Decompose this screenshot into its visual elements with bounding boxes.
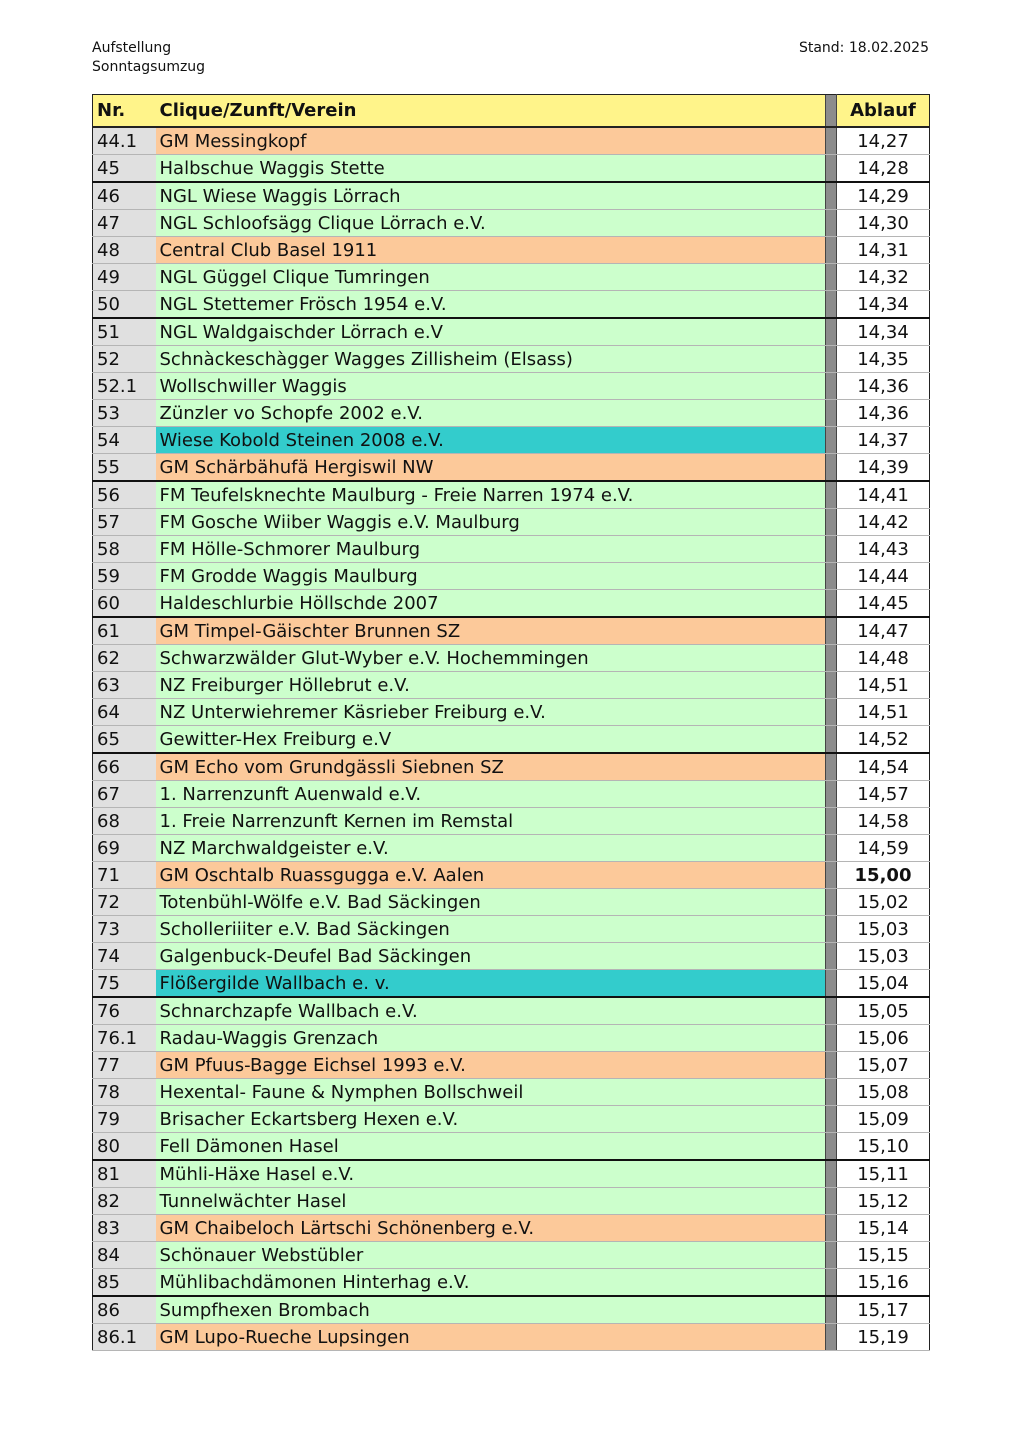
- cell-name: GM Messingkopf: [156, 127, 826, 155]
- cell-divider: [826, 1025, 837, 1052]
- cell-name: NGL Güggel Clique Tumringen: [156, 264, 826, 291]
- table-row: [93, 454, 930, 482]
- cell-nr: 62: [93, 645, 156, 672]
- table-row: [93, 889, 930, 916]
- cell-nr: 86: [93, 1296, 156, 1324]
- cell-name: Wiese Kobold Steinen 2008 e.V.: [156, 427, 826, 454]
- cell-divider: [826, 1324, 837, 1351]
- table-row: [93, 318, 930, 346]
- header-line-1: Aufstellung: [92, 40, 172, 56]
- table-row: [93, 1133, 930, 1161]
- cell-ablauf: 14,34: [837, 291, 930, 319]
- cell-ablauf: 14,47: [837, 617, 930, 645]
- cell-divider: [826, 509, 837, 536]
- cell-name: NGL Stettemer Frösch 1954 e.V.: [156, 291, 826, 319]
- table-row: [93, 1025, 930, 1052]
- cell-nr: 51: [93, 318, 156, 346]
- cell-ablauf: 15,07: [837, 1052, 930, 1079]
- cell-ablauf: 15,03: [837, 916, 930, 943]
- schedule-table: [92, 94, 930, 1351]
- cell-nr: 68: [93, 808, 156, 835]
- table-row: [93, 835, 930, 862]
- cell-nr: 61: [93, 617, 156, 645]
- cell-divider: [826, 753, 837, 781]
- cell-name: GM Lupo-Rueche Lupsingen: [156, 1324, 826, 1351]
- table-row: [93, 373, 930, 400]
- cell-name: Flößergilde Wallbach e. v.: [156, 970, 826, 998]
- cell-ablauf: 15,15: [837, 1242, 930, 1269]
- header-divider: [826, 95, 837, 128]
- cell-nr: 48: [93, 237, 156, 264]
- cell-name: Scholleriiiter e.V. Bad Säckingen: [156, 916, 826, 943]
- cell-name: NGL Waldgaischder Lörrach e.V: [156, 318, 826, 346]
- cell-divider: [826, 590, 837, 618]
- table-row: [93, 916, 930, 943]
- table-row: [93, 127, 930, 155]
- cell-ablauf: 14,32: [837, 264, 930, 291]
- cell-name: GM Echo vom Grundgässli Siebnen SZ: [156, 753, 826, 781]
- cell-nr: 66: [93, 753, 156, 781]
- cell-ablauf: 15,06: [837, 1025, 930, 1052]
- cell-ablauf: 14,51: [837, 699, 930, 726]
- cell-ablauf: 14,58: [837, 808, 930, 835]
- table-body: [93, 127, 930, 1351]
- cell-name: Mühli-Häxe Hasel e.V.: [156, 1160, 826, 1188]
- cell-divider: [826, 536, 837, 563]
- cell-name: Schwarzwälder Glut-Wyber e.V. Hochemmingen: [156, 645, 826, 672]
- header-name: Clique/Zunft/Verein: [156, 95, 826, 128]
- cell-ablauf: 15,03: [837, 943, 930, 970]
- cell-ablauf: 14,44: [837, 563, 930, 590]
- cell-name: Schönauer Webstübler: [156, 1242, 826, 1269]
- header-ablauf: Ablauf: [837, 95, 930, 128]
- table-row: [93, 264, 930, 291]
- cell-nr: 79: [93, 1106, 156, 1133]
- table-row: [93, 1242, 930, 1269]
- cell-divider: [826, 400, 837, 427]
- cell-name: Fell Dämonen Hasel: [156, 1133, 826, 1161]
- cell-ablauf: 15,12: [837, 1188, 930, 1215]
- cell-nr: 63: [93, 672, 156, 699]
- cell-divider: [826, 835, 837, 862]
- cell-ablauf: 14,31: [837, 237, 930, 264]
- cell-divider: [826, 1133, 837, 1161]
- cell-ablauf: 14,54: [837, 753, 930, 781]
- cell-name: Tunnelwächter Hasel: [156, 1188, 826, 1215]
- cell-nr: 55: [93, 454, 156, 482]
- cell-name: Galgenbuck-Deufel Bad Säckingen: [156, 943, 826, 970]
- cell-name: Brisacher Eckartsberg Hexen e.V.: [156, 1106, 826, 1133]
- cell-divider: [826, 155, 837, 183]
- cell-name: Zünzler vo Schopfe 2002 e.V.: [156, 400, 826, 427]
- cell-nr: 82: [93, 1188, 156, 1215]
- cell-ablauf: 15,05: [837, 997, 930, 1025]
- cell-ablauf: 14,43: [837, 536, 930, 563]
- table-row: [93, 1296, 930, 1324]
- table-row: [93, 427, 930, 454]
- cell-divider: [826, 997, 837, 1025]
- cell-nr: 64: [93, 699, 156, 726]
- cell-divider: [826, 943, 837, 970]
- table-row: [93, 726, 930, 754]
- cell-name: GM Schärbähufä Hergiswil NW: [156, 454, 826, 482]
- cell-name: Radau-Waggis Grenzach: [156, 1025, 826, 1052]
- cell-nr: 76.1: [93, 1025, 156, 1052]
- cell-nr: 67: [93, 781, 156, 808]
- cell-ablauf: 15,04: [837, 970, 930, 998]
- table-row: [93, 210, 930, 237]
- cell-name: 1. Freie Narrenzunft Kernen im Remstal: [156, 808, 826, 835]
- cell-ablauf: 14,28: [837, 155, 930, 183]
- cell-name: NGL Wiese Waggis Lörrach: [156, 182, 826, 210]
- cell-ablauf: 14,42: [837, 509, 930, 536]
- cell-nr: 59: [93, 563, 156, 590]
- cell-divider: [826, 291, 837, 319]
- cell-nr: 76: [93, 997, 156, 1025]
- cell-nr: 84: [93, 1242, 156, 1269]
- cell-divider: [826, 373, 837, 400]
- cell-name: FM Grodde Waggis Maulburg: [156, 563, 826, 590]
- table-row: [93, 753, 930, 781]
- cell-ablauf: 14,30: [837, 210, 930, 237]
- cell-nr: 44.1: [93, 127, 156, 155]
- table-row: [93, 509, 930, 536]
- table-row: [93, 155, 930, 183]
- cell-ablauf: 14,36: [837, 400, 930, 427]
- cell-nr: 85: [93, 1269, 156, 1297]
- cell-name: Hexental- Faune & Nymphen Bollschweil: [156, 1079, 826, 1106]
- cell-ablauf: 14,27: [837, 127, 930, 155]
- table-header-row: [93, 95, 930, 128]
- cell-divider: [826, 1052, 837, 1079]
- cell-divider: [826, 346, 837, 373]
- cell-ablauf: 14,52: [837, 726, 930, 754]
- cell-nr: 60: [93, 590, 156, 618]
- cell-nr: 53: [93, 400, 156, 427]
- cell-divider: [826, 127, 837, 155]
- cell-divider: [826, 617, 837, 645]
- table-row: [93, 997, 930, 1025]
- cell-nr: 46: [93, 182, 156, 210]
- cell-divider: [826, 1215, 837, 1242]
- table-row: [93, 182, 930, 210]
- cell-nr: 75: [93, 970, 156, 998]
- cell-name: Halbschue Waggis Stette: [156, 155, 826, 183]
- cell-ablauf: 15,19: [837, 1324, 930, 1351]
- cell-divider: [826, 1188, 837, 1215]
- cell-ablauf: 15,16: [837, 1269, 930, 1297]
- cell-divider: [826, 1160, 837, 1188]
- cell-nr: 80: [93, 1133, 156, 1161]
- cell-nr: 77: [93, 1052, 156, 1079]
- cell-ablauf: 14,29: [837, 182, 930, 210]
- cell-divider: [826, 563, 837, 590]
- table-row: [93, 291, 930, 319]
- cell-name: Mühlibachdämonen Hinterhag e.V.: [156, 1269, 826, 1297]
- cell-ablauf: 14,45: [837, 590, 930, 618]
- cell-nr: 86.1: [93, 1324, 156, 1351]
- cell-nr: 57: [93, 509, 156, 536]
- cell-name: Gewitter-Hex Freiburg e.V: [156, 726, 826, 754]
- cell-nr: 47: [93, 210, 156, 237]
- cell-nr: 50: [93, 291, 156, 319]
- table-row: [93, 400, 930, 427]
- cell-name: GM Oschtalb Ruassgugga e.V. Aalen: [156, 862, 826, 889]
- table-row: [93, 1160, 930, 1188]
- cell-divider: [826, 1106, 837, 1133]
- cell-divider: [826, 781, 837, 808]
- cell-ablauf: 15,17: [837, 1296, 930, 1324]
- cell-ablauf: 14,36: [837, 373, 930, 400]
- cell-ablauf: 14,57: [837, 781, 930, 808]
- cell-nr: 73: [93, 916, 156, 943]
- table-row: [93, 781, 930, 808]
- cell-divider: [826, 970, 837, 998]
- cell-nr: 52.1: [93, 373, 156, 400]
- cell-divider: [826, 645, 837, 672]
- cell-name: Sumpfhexen Brombach: [156, 1296, 826, 1324]
- cell-divider: [826, 481, 837, 509]
- cell-nr: 58: [93, 536, 156, 563]
- table-row: [93, 862, 930, 889]
- table-row: [93, 970, 930, 998]
- cell-divider: [826, 454, 837, 482]
- stand-date: Stand: 18.02.2025: [798, 40, 929, 56]
- cell-name: FM Hölle-Schmorer Maulburg: [156, 536, 826, 563]
- cell-name: FM Teufelsknechte Maulburg - Freie Narren 1974 e.V.: [156, 481, 826, 509]
- cell-divider: [826, 889, 837, 916]
- cell-ablauf: 14,37: [837, 427, 930, 454]
- header-line-2: Sonntagsumzug: [92, 59, 206, 75]
- cell-ablauf: 14,41: [837, 481, 930, 509]
- table-row: [93, 1052, 930, 1079]
- table-row: [93, 645, 930, 672]
- table-row: [93, 672, 930, 699]
- cell-ablauf: 15,10: [837, 1133, 930, 1161]
- cell-nr: 69: [93, 835, 156, 862]
- table-row: [93, 481, 930, 509]
- cell-ablauf: 14,35: [837, 346, 930, 373]
- table-row: [93, 590, 930, 618]
- cell-divider: [826, 808, 837, 835]
- table-row: [93, 1324, 930, 1351]
- cell-name: NZ Unterwiehremer Käsrieber Freiburg e.V.: [156, 699, 826, 726]
- cell-divider: [826, 726, 837, 754]
- header-nr: Nr.: [93, 95, 156, 128]
- cell-divider: [826, 1296, 837, 1324]
- cell-divider: [826, 318, 837, 346]
- cell-ablauf: 15,14: [837, 1215, 930, 1242]
- cell-ablauf: 14,59: [837, 835, 930, 862]
- cell-ablauf: 15,00: [837, 862, 930, 889]
- cell-nr: 83: [93, 1215, 156, 1242]
- cell-nr: 65: [93, 726, 156, 754]
- cell-name: 1. Narrenzunft Auenwald e.V.: [156, 781, 826, 808]
- cell-nr: 54: [93, 427, 156, 454]
- cell-divider: [826, 264, 837, 291]
- cell-ablauf: 14,48: [837, 645, 930, 672]
- cell-divider: [826, 1079, 837, 1106]
- cell-nr: 72: [93, 889, 156, 916]
- cell-name: Haldeschlurbie Höllschde 2007: [156, 590, 826, 618]
- cell-ablauf: 15,09: [837, 1106, 930, 1133]
- cell-ablauf: 14,39: [837, 454, 930, 482]
- table-row: [93, 1269, 930, 1297]
- cell-divider: [826, 182, 837, 210]
- cell-divider: [826, 916, 837, 943]
- document-header-left: [92, 39, 205, 77]
- cell-name: Schnarchzapfe Wallbach e.V.: [156, 997, 826, 1025]
- cell-nr: 45: [93, 155, 156, 183]
- cell-name: GM Timpel-Gäischter Brunnen SZ: [156, 617, 826, 645]
- cell-divider: [826, 862, 837, 889]
- cell-name: NZ Freiburger Höllebrut e.V.: [156, 672, 826, 699]
- cell-name: FM Gosche Wiiber Waggis e.V. Maulburg: [156, 509, 826, 536]
- cell-divider: [826, 210, 837, 237]
- cell-name: Wollschwiller Waggis: [156, 373, 826, 400]
- table-row: [93, 1188, 930, 1215]
- cell-nr: 78: [93, 1079, 156, 1106]
- table-row: [93, 346, 930, 373]
- cell-divider: [826, 1269, 837, 1297]
- cell-ablauf: 15,08: [837, 1079, 930, 1106]
- cell-nr: 56: [93, 481, 156, 509]
- cell-ablauf: 14,34: [837, 318, 930, 346]
- cell-nr: 81: [93, 1160, 156, 1188]
- table-row: [93, 699, 930, 726]
- cell-divider: [826, 237, 837, 264]
- table-row: [93, 808, 930, 835]
- cell-nr: 74: [93, 943, 156, 970]
- table-row: [93, 536, 930, 563]
- cell-ablauf: 15,11: [837, 1160, 930, 1188]
- cell-name: Totenbühl-Wölfe e.V. Bad Säckingen: [156, 889, 826, 916]
- cell-nr: 52: [93, 346, 156, 373]
- cell-name: GM Pfuus-Bagge Eichsel 1993 e.V.: [156, 1052, 826, 1079]
- cell-name: Central Club Basel 1911: [156, 237, 826, 264]
- table-row: [93, 943, 930, 970]
- cell-nr: 49: [93, 264, 156, 291]
- cell-ablauf: 14,51: [837, 672, 930, 699]
- cell-divider: [826, 427, 837, 454]
- cell-divider: [826, 1242, 837, 1269]
- cell-ablauf: 15,02: [837, 889, 930, 916]
- table-row: [93, 1215, 930, 1242]
- table-row: [93, 617, 930, 645]
- table-row: [93, 237, 930, 264]
- cell-name: NZ Marchwaldgeister e.V.: [156, 835, 826, 862]
- cell-divider: [826, 672, 837, 699]
- cell-nr: 71: [93, 862, 156, 889]
- cell-name: GM Chaibeloch Lärtschi Schönenberg e.V.: [156, 1215, 826, 1242]
- table-row: [93, 1106, 930, 1133]
- table-row: [93, 563, 930, 590]
- cell-divider: [826, 699, 837, 726]
- cell-name: Schnàckeschàgger Wagges Zillisheim (Elsass): [156, 346, 826, 373]
- cell-name: NGL Schloofsägg Clique Lörrach e.V.: [156, 210, 826, 237]
- table-row: [93, 1079, 930, 1106]
